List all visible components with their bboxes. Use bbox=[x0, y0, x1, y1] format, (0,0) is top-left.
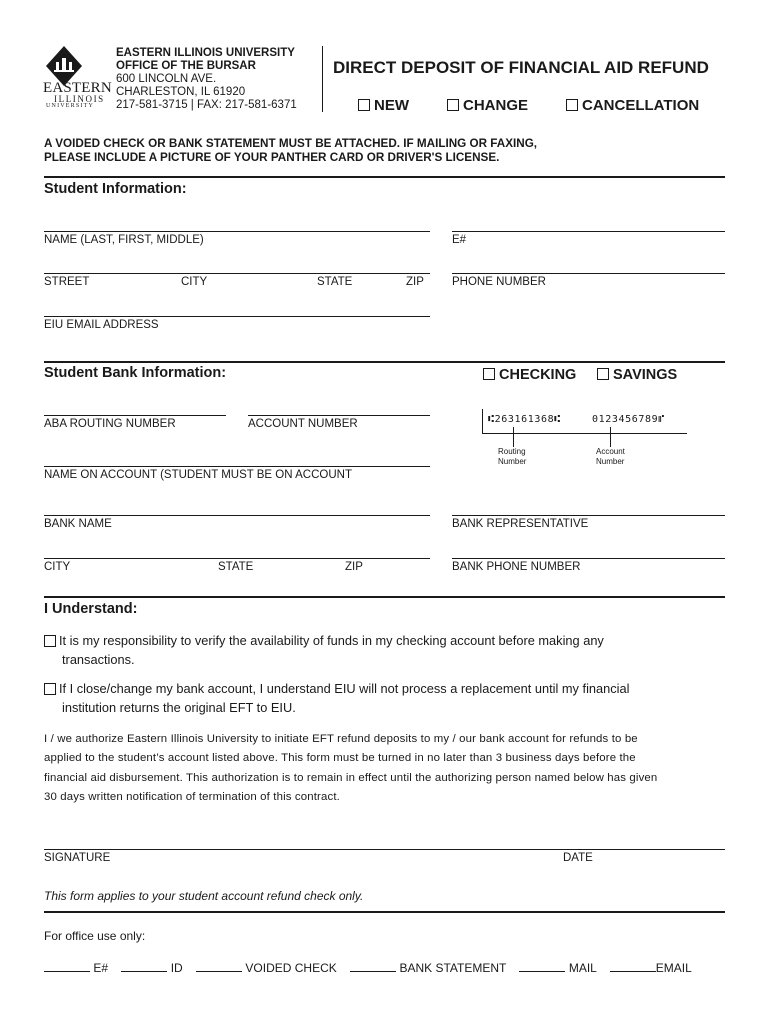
form-title: DIRECT DEPOSIT OF FINANCIAL AID REFUND bbox=[333, 58, 709, 77]
routing-field[interactable] bbox=[44, 415, 226, 416]
authorization-statement bbox=[44, 730, 724, 808]
checking-label: CHECKING bbox=[499, 367, 577, 383]
option-change-label: CHANGE bbox=[463, 97, 529, 114]
option-cancellation-label: CANCELLATION bbox=[582, 97, 700, 114]
bank-name-field[interactable] bbox=[44, 515, 430, 516]
cancellation-checkbox[interactable] bbox=[566, 99, 578, 111]
name-label: NAME (LAST, FIRST, MIDDLE) bbox=[44, 234, 204, 246]
savings-checkbox[interactable] bbox=[597, 368, 609, 380]
office-e-number-label: E# bbox=[93, 961, 109, 975]
student-info-heading: Student Information: bbox=[44, 181, 187, 197]
notice-line-1: A VOIDED CHECK OR BANK STATEMENT MUST BE ATTACHED. IF MAILING OR FAXING, bbox=[44, 137, 538, 150]
new-checkbox[interactable] bbox=[358, 99, 370, 111]
address-line-1: 600 LINCOLN AVE. bbox=[116, 73, 217, 85]
street-field[interactable] bbox=[44, 273, 430, 274]
office-id-label: ID bbox=[170, 961, 183, 975]
routing-caption-1: Routing bbox=[498, 447, 526, 456]
bank-name-label: BANK NAME bbox=[44, 518, 112, 530]
university-name: EASTERN ILLINOIS UNIVERSITY bbox=[116, 47, 295, 59]
ack-1-checkbox[interactable] bbox=[44, 635, 56, 647]
bank-info-heading: Student Bank Information: bbox=[44, 365, 227, 381]
option-change[interactable] bbox=[447, 97, 528, 114]
routing-caption-2: Number bbox=[498, 457, 527, 466]
street-label: STREET bbox=[44, 276, 90, 288]
office-voided-check-label: VOIDED CHECK bbox=[245, 961, 337, 975]
understand-heading: I Understand: bbox=[44, 601, 138, 617]
micr-routing: ⑆263161368⑆ bbox=[488, 414, 561, 425]
email-field[interactable] bbox=[44, 316, 430, 317]
phone-label: PHONE NUMBER bbox=[452, 276, 546, 288]
bank-city-field[interactable] bbox=[44, 558, 430, 559]
office-name: OFFICE OF THE BURSAR bbox=[116, 60, 256, 72]
change-checkbox[interactable] bbox=[447, 99, 459, 111]
statement-line-3: financial aid disbursement. This authorization is to remain in effect until the authorizing person named below has given bbox=[44, 771, 658, 784]
ack-2-text: If I close/change my bank account, I understand EIU will not process a replacement until my financial bbox=[59, 681, 630, 696]
checking-checkbox[interactable] bbox=[483, 368, 495, 380]
account-field[interactable] bbox=[248, 415, 430, 416]
office-mail-blank[interactable] bbox=[519, 959, 565, 972]
savings-label: SAVINGS bbox=[613, 367, 678, 383]
account-caption-1: Account bbox=[596, 447, 625, 456]
section-divider bbox=[44, 176, 725, 178]
name-field[interactable] bbox=[44, 231, 430, 232]
routing-label: ABA ROUTING NUMBER bbox=[44, 418, 176, 430]
address-line-2: CHARLESTON, IL 61920 bbox=[116, 86, 246, 98]
office-use-heading: For office use only: bbox=[44, 929, 146, 943]
bank-zip-label: ZIP bbox=[345, 561, 363, 573]
signature-field[interactable] bbox=[44, 849, 725, 850]
ack-item-1[interactable] bbox=[44, 633, 604, 648]
option-new[interactable] bbox=[358, 97, 409, 114]
phone-field[interactable] bbox=[452, 273, 725, 274]
routing-pointer bbox=[513, 427, 514, 447]
header-divider bbox=[322, 46, 323, 112]
office-email-label: EMAIL bbox=[655, 961, 692, 975]
section-divider bbox=[44, 596, 725, 598]
e-number-field[interactable] bbox=[452, 231, 725, 232]
notice-line-2: PLEASE INCLUDE A PICTURE OF YOUR PANTHER CARD OR DRIVER'S LICENSE. bbox=[44, 151, 500, 164]
logo-wordmark-illinois: ILLINOIS bbox=[54, 94, 105, 104]
bank-rep-field[interactable] bbox=[452, 515, 725, 516]
city-label: CITY bbox=[181, 276, 208, 288]
section-divider bbox=[44, 911, 725, 913]
ack-item-2[interactable] bbox=[44, 681, 629, 696]
name-on-account-label: NAME ON ACCOUNT (STUDENT MUST BE ON ACCOUNT bbox=[44, 469, 352, 481]
office-email-blank[interactable] bbox=[610, 959, 656, 972]
section-divider bbox=[44, 361, 725, 363]
signature-label: SIGNATURE bbox=[44, 852, 111, 864]
ack-1-text-cont: transactions. bbox=[62, 652, 135, 667]
ack-1-text: It is my responsibility to verify the availability of funds in my checking account before making any bbox=[59, 633, 604, 648]
office-mail-label: MAIL bbox=[568, 961, 597, 975]
statement-line-2: applied to the student’s account listed above. This form must be turned in no later than 3 business days before the bbox=[44, 752, 636, 765]
bank-phone-field[interactable] bbox=[452, 558, 725, 559]
option-checking[interactable] bbox=[483, 367, 576, 383]
option-new-label: NEW bbox=[374, 97, 409, 114]
bank-state-label: STATE bbox=[218, 561, 254, 573]
office-voided-check-blank[interactable] bbox=[196, 959, 242, 972]
account-label: ACCOUNT NUMBER bbox=[248, 418, 358, 430]
ack-2-checkbox[interactable] bbox=[44, 683, 56, 695]
e-number-label: E# bbox=[452, 234, 467, 246]
office-id-blank[interactable] bbox=[121, 959, 167, 972]
office-use-row bbox=[44, 959, 692, 975]
bank-phone-label: BANK PHONE NUMBER bbox=[452, 561, 581, 573]
bank-rep-label: BANK REPRESENTATIVE bbox=[452, 518, 589, 530]
account-caption-2: Number bbox=[596, 457, 625, 466]
logo-wordmark-eastern: EASTERN bbox=[43, 80, 112, 96]
micr-account: 0123456789⑈ bbox=[592, 414, 665, 425]
date-label: DATE bbox=[563, 852, 593, 864]
statement-line-1: I / we authorize Eastern Illinois University to initiate EFT refund deposits to my / our bank account for refunds to be bbox=[44, 733, 638, 745]
logo-wordmark-university: UNIVERSITY bbox=[46, 103, 94, 109]
office-bank-statement-label: BANK STATEMENT bbox=[399, 961, 507, 975]
form-note: This form applies to your student account refund check only. bbox=[44, 889, 364, 903]
name-on-account-field[interactable] bbox=[44, 466, 430, 467]
office-e-number-blank[interactable] bbox=[44, 959, 90, 972]
statement-line-4: 30 days written notification of termination of this contract. bbox=[44, 791, 340, 804]
email-label: EIU EMAIL ADDRESS bbox=[44, 319, 159, 331]
phone-fax: 217-581-3715 | FAX: 217-581-6371 bbox=[116, 99, 297, 111]
bank-city-label: CITY bbox=[44, 561, 71, 573]
check-sample bbox=[482, 405, 688, 471]
state-label: STATE bbox=[317, 276, 353, 288]
zip-label: ZIP bbox=[406, 276, 424, 288]
office-bank-statement-blank[interactable] bbox=[350, 959, 396, 972]
option-savings[interactable] bbox=[597, 367, 677, 383]
option-cancellation[interactable] bbox=[566, 97, 699, 114]
account-pointer bbox=[610, 427, 611, 447]
ack-2-text-cont: institution returns the original EFT to EIU. bbox=[62, 700, 296, 715]
